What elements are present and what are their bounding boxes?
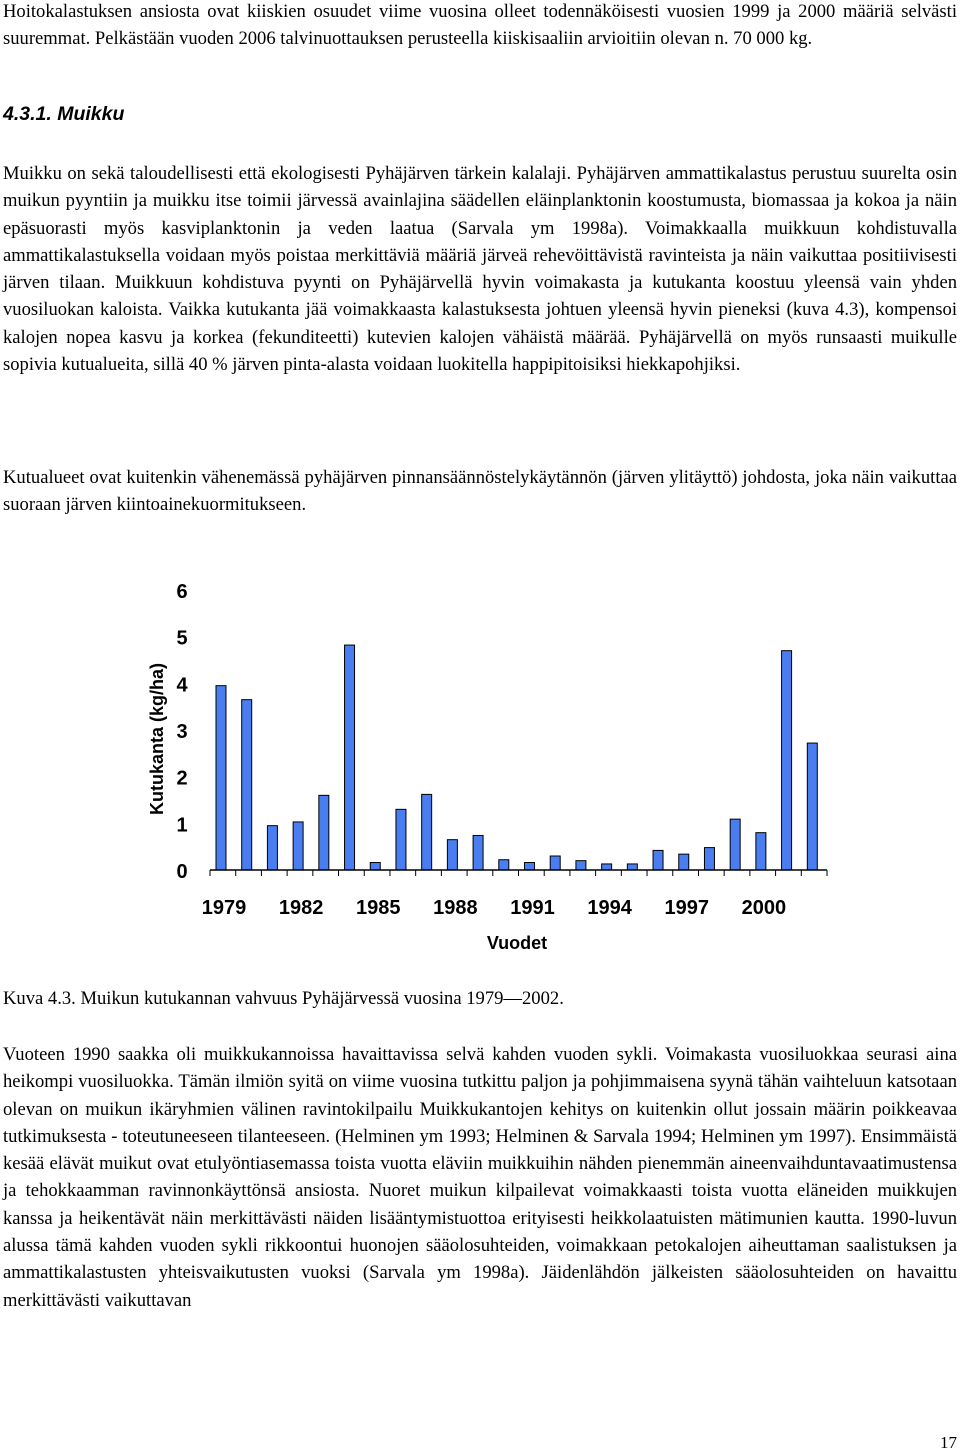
x-tick-label: 1994 <box>587 897 632 919</box>
chart-bar-1999 <box>730 819 740 870</box>
x-tick-label: 1991 <box>510 897 555 919</box>
chart-bar-1984 <box>345 645 355 870</box>
page-number: 17 <box>940 1433 957 1452</box>
chart-bar-1995 <box>627 864 637 870</box>
y-tick-label: 5 <box>176 627 188 650</box>
chart-bar-2001 <box>782 651 792 870</box>
paragraph-muikku-main: Muikku on sekä taloudellisesti että ekologisesti Pyhäjärven tärkein kalalaji. Pyhäjärven ammattikalastus perustuu suurelta osin muikun pyyntiin ja muikku itse toimii järvessä avainlajina säädellen eläinplanktonin koostumusta, biomassaa ja kokoa ja näin epäsuorasti myös kasviplanktonin ja veden laatua (Sarvala ym 1998a). Voimakkaalla muikkuun kohdistuvalla ammattikalastuksella voidaan myös poistaa merkittäviä määriä järveä rehevöittävistä ravinteista ja näin vaikuttaa positiivisesti järven tilaan. Muikkuun kohdistuva pyynti on Pyhäjärvellä hyvin voimakasta ja kutukanta koostuu yleensä vain yhden vuosiluokan kaloista. Vaikka kutukanta jää voimakkaasta kalastuksesta johtuen yleensä hyvin pieneksi (kuva 4.3), kompensoi kalojen nopea kasvu ja korkea (fekunditeetti) kutevien kalojen vähäistä määrää. Pyhäjärvellä on myös runsaasti muikulle sopivia kutualueita, sillä 40 % järven pinta-alasta voidaan luokitella happipitoisiksi hiekkapohjiksi. <box>3 163 957 376</box>
chart-bar-1980 <box>242 700 252 870</box>
y-tick-label: 6 <box>176 581 188 603</box>
chart-bar-2002 <box>807 743 817 870</box>
y-tick-label: 1 <box>176 814 188 837</box>
x-tick-label: 1997 <box>664 897 709 919</box>
chart-bar-1993 <box>576 861 586 870</box>
x-axis-label: Vuodet <box>486 933 548 953</box>
y-tick-label: 4 <box>176 674 188 697</box>
x-tick-label: 1988 <box>433 897 478 919</box>
paragraph-sykli: Vuoteen 1990 saakka oli muikkukannoissa havaittavissa selvä kahden vuoden sykli. Voimakasta vuosiluokkaa seurasi aina heikompi vuosiluokka. Tämän ilmiön syitä on viime vuosina tutkittu paljon ja pohjimmaisena syynä tähän vaihteluun katsotaan olevan on muikun ikäryhmien välinen ravintokilpailu Muikkukantojen kehitys on kuitenkin ollut jossain määrin poikkeavaa tutkimuksesta - toteutuneeseen tilanteeseen. (Helminen ym 1993; Helminen & Sarvala 1994; Helminen ym 1997). Ensimmäistä kesää elävät muikut ovat etulyöntiasemassa toista vuotta eläviin muikkuihin nähden pienemmän aineenvaihduntavaatimustensa ja tehokkaamman ravinnonkäyttönsä ansiosta. Nuoret muikun kilpailevat voimakkaasti toista vuotta eläneiden muikkujen kanssa ja heikentävät näin merkittävästi näiden lisääntymistuottoa erityisesti heikkolaatuisten mätimunien kautta. 1990-luvun alussa tämä kahden vuoden sykli rikkoontui huonojen sääolosuhteiden, voimakkaan petokalojen aiheuttaman saalistuksen ja ammattikalastusten yhteisvaikutusten vuoksi (Sarvala ym 1998a). Jäidenlähdön jälkeisten sääolosuhteiden on havaittu merkittävästi vaikuttavan <box>3 1044 957 1311</box>
chart-bar-1990 <box>499 860 509 870</box>
chart-bar-1979 <box>216 686 226 870</box>
chart-bar-1982 <box>293 822 303 870</box>
chart-bar-1989 <box>473 835 483 870</box>
chart-bar-1988 <box>447 840 457 870</box>
chart-bar-1987 <box>422 794 432 870</box>
chart-bar-1983 <box>319 795 329 870</box>
spawning-stock-chart <box>0 560 960 970</box>
figure-caption: Kuva 4.3. Muikun kutukannan vahvuus Pyhäjärvessä vuosina 1979—2002. <box>3 988 564 1009</box>
paragraph-intro: Hoitokalastuksen ansiosta ovat kiiskien osuudet viime vuosina olleet todennäköisesti vuosien 1999 ja 2000 määriä selvästi suuremmat. Pelkästään vuoden 2006 talvinuottauksen perusteella kiiskisaaliin arvioitiin olevan n. 70 000 kg. <box>3 1 957 50</box>
y-tick-label: 0 <box>176 861 188 883</box>
chart-bar-1991 <box>525 863 535 870</box>
chart-bar-1998 <box>704 848 714 870</box>
x-tick-label: 2000 <box>741 897 787 919</box>
chart-bar-1994 <box>602 864 612 870</box>
chart-bar-1981 <box>267 826 277 870</box>
chart-bar-1992 <box>550 856 560 870</box>
chart-bar-1996 <box>653 850 663 870</box>
x-tick-label: 1979 <box>201 897 247 919</box>
y-tick-label: 3 <box>176 721 188 743</box>
chart-bar-1997 <box>679 854 689 870</box>
y-axis-label: Kutukanta (kg/ha) <box>147 662 167 816</box>
x-tick-label: 1982 <box>278 897 324 919</box>
section-heading: 4.3.1. Muikku <box>3 103 125 125</box>
paragraph-kutualueet: Kutualueet ovat kuitenkin vähenemässä pyhäjärven pinnansäännöstelykäytännön (järven ylitäyttö) johdosta, joka näin vaikuttaa suoraan järven kiintoainekuormitukseen. <box>3 467 957 516</box>
chart-bar-1985 <box>370 863 380 870</box>
y-tick-label: 2 <box>176 767 188 790</box>
chart-bar-1986 <box>396 809 406 870</box>
x-tick-label: 1985 <box>356 897 401 919</box>
chart-bar-2000 <box>756 833 766 870</box>
